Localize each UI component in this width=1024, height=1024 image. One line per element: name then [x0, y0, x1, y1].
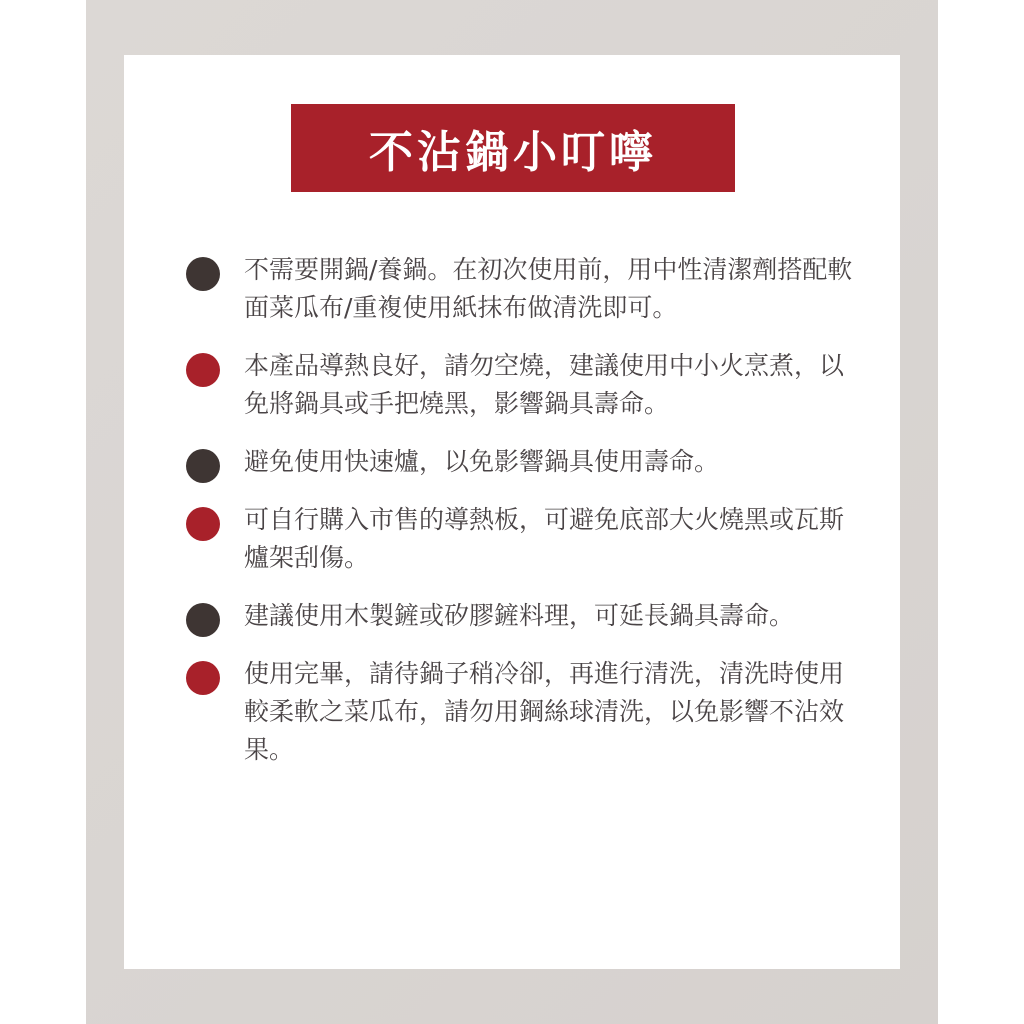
bullet-dot-icon: [186, 449, 220, 483]
tip-text: 建議使用木製鏟或矽膠鏟料理，可延長鍋具壽命。: [244, 601, 795, 630]
tip-text: 本產品導熱良好，請勿空燒，建議使用中小火烹煮，以免將鍋具或手把燒黑，影響鍋具壽命。: [244, 351, 845, 418]
tip-item: [186, 501, 886, 577]
bullet-dot-icon: [186, 257, 220, 291]
title-banner: [291, 104, 735, 192]
tips-card: [124, 55, 900, 969]
tips-list: [186, 251, 886, 789]
bullet-dot-icon: [186, 603, 220, 637]
tip-text: 使用完畢，請待鍋子稍冷卻，再進行清洗，清洗時使用較柔軟之菜瓜布，請勿用鋼絲球清洗，以免影響不沾效果。: [244, 659, 845, 764]
tip-text: 不需要開鍋/養鍋。在初次使用前，用中性清潔劑搭配軟面菜瓜布/重複使用紙抹布做清洗即可。: [244, 255, 853, 322]
bullet-dot-icon: [186, 353, 220, 387]
page-title: 不沾鍋小叮嚀: [369, 127, 657, 178]
tip-item: [186, 251, 886, 327]
tip-text: 避免使用快速爐，以免影響鍋具使用壽命。: [244, 447, 720, 476]
bullet-dot-icon: [186, 661, 220, 695]
tip-item: [186, 443, 886, 481]
tip-item: [186, 655, 886, 769]
tip-item: [186, 597, 886, 635]
tip-text: 可自行購入市售的導熱板，可避免底部大火燒黑或瓦斯爐架刮傷。: [244, 505, 845, 572]
bullet-dot-icon: [186, 507, 220, 541]
tip-item: [186, 347, 886, 423]
